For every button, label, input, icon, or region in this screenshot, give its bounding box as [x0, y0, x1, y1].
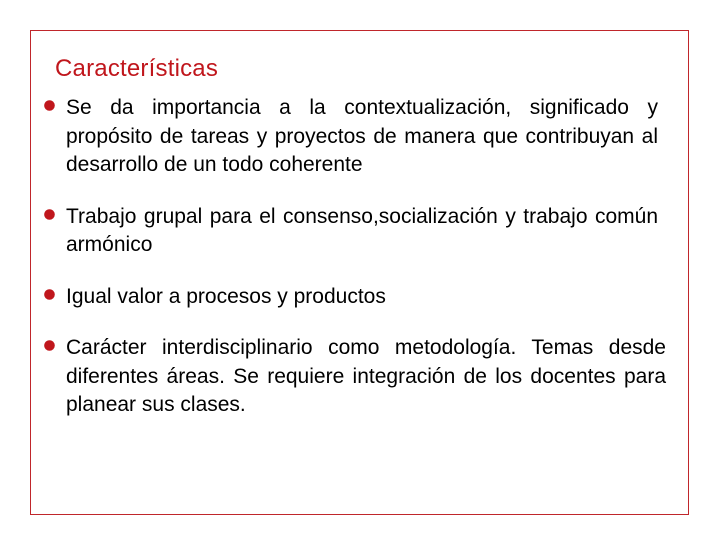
bullet-text: Trabajo grupal para el consenso,socialización y trabajo común armónico: [66, 204, 658, 256]
bullet-text: Carácter interdisciplinario como metodología. Temas desde diferentes áreas. Se requiere integración de los docentes para planear sus clases.: [66, 336, 666, 416]
bullet-item-trabajo-grupal: [66, 203, 658, 260]
slide-title: Características: [55, 55, 219, 82]
bullet-item-igual-valor: [66, 283, 658, 312]
bullet-item-contextualizacion: [66, 94, 658, 180]
bullet-text: Se da importancia a la contextualización, significado y propósito de tareas y proyectos de manera que contribuyan al desarrollo de un todo coherente: [66, 96, 658, 176]
bullet-text: Igual valor a procesos y productos: [66, 284, 386, 308]
bullet-dot-icon: [44, 100, 55, 111]
bullet-dot-icon: [44, 340, 55, 351]
bullet-dot-icon: [44, 209, 55, 220]
bullet-list: [66, 94, 666, 443]
bullet-dot-icon: [44, 289, 55, 300]
bullet-item-interdisciplinario: [66, 334, 666, 420]
